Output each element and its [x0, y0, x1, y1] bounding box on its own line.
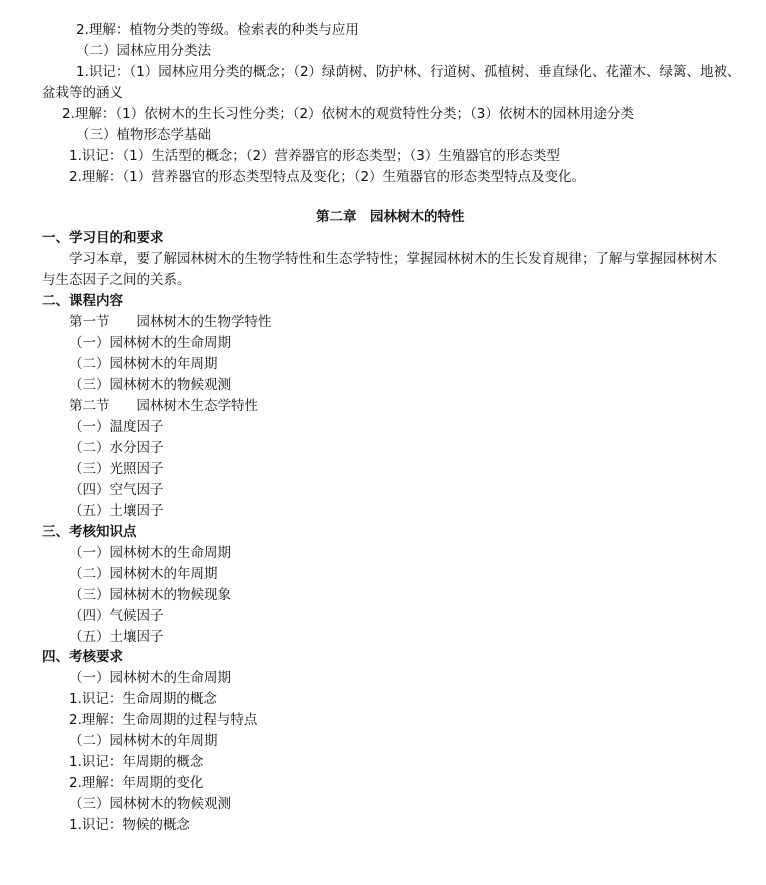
list-item: （一）园林树木的生命周期 [69, 545, 231, 561]
text-line: 2.理解：植物分类的等级。检索表的种类与应用 [76, 22, 359, 38]
subsection-heading: （二）园林应用分类法 [76, 43, 211, 59]
chapter-title: 第二章 园林树木的特性 [316, 209, 465, 225]
section-heading: 二、课程内容 [42, 293, 123, 309]
section-heading: 四、考核要求 [42, 649, 123, 665]
list-item: （三）园林树木的物候观测 [69, 796, 231, 812]
list-item: （一）园林树木的生命周期 [69, 335, 231, 351]
paragraph-line: 与生态因子之间的关系。 [42, 272, 191, 288]
text-line: 1.识记：（1）生活型的概念；（2）营养器官的形态类型；（3）生殖器官的形态类型 [69, 148, 560, 164]
list-item: 1.识记：生命周期的概念 [69, 691, 217, 707]
text-line: 1.识记：（1）园林应用分类的概念；（2）绿荫树、防护林、行道树、孤植树、垂直绿化、花灌木、绿篱、地被、 [76, 64, 741, 80]
list-item: （三）园林树木的物候观测 [69, 377, 231, 393]
text-line: 2.理解：（1）依树木的生长习性分类；（2）依树木的观赏特性分类；（3）依树木的园林用途分类 [62, 106, 634, 122]
list-item: 1.识记：物候的概念 [69, 817, 190, 833]
list-item: 2.理解：年周期的变化 [69, 775, 204, 791]
list-item: 1.识记：年周期的概念 [69, 754, 204, 770]
list-item: （三）园林树木的物候现象 [69, 587, 231, 603]
list-item: 第一节 园林树木的生物学特性 [69, 314, 272, 330]
list-item: 2.理解：生命周期的过程与特点 [69, 712, 258, 728]
list-item: （五）土壤因子 [69, 629, 164, 645]
list-item: （三）光照因子 [69, 461, 164, 477]
list-item: 第二节 园林树木生态学特性 [69, 398, 258, 414]
list-item: （一）温度因子 [69, 419, 164, 435]
subsection-heading: （三）植物形态学基础 [76, 127, 211, 143]
list-item: （四）气候因子 [69, 608, 164, 624]
list-item: （四）空气因子 [69, 482, 164, 498]
list-item: （一）园林树木的生命周期 [69, 670, 231, 686]
list-item: （二）园林树木的年周期 [69, 733, 218, 749]
text-line: 2.理解：（1）营养器官的形态类型特点及变化；（2）生殖器官的形态类型特点及变化。 [69, 169, 586, 185]
section-heading: 三、考核知识点 [42, 524, 137, 540]
text-line: 盆栽等的涵义 [42, 85, 123, 101]
list-item: （二）园林树木的年周期 [69, 356, 218, 372]
list-item: （五）土壤因子 [69, 503, 164, 519]
list-item: （二）园林树木的年周期 [69, 566, 218, 582]
section-heading: 一、学习目的和要求 [42, 230, 164, 246]
list-item: （二）水分因子 [69, 440, 164, 456]
paragraph-line: 学习本章，要了解园林树木的生物学特性和生态学特性；掌握园林树木的生长发育规律；了解与掌握园林树木 [69, 251, 717, 267]
